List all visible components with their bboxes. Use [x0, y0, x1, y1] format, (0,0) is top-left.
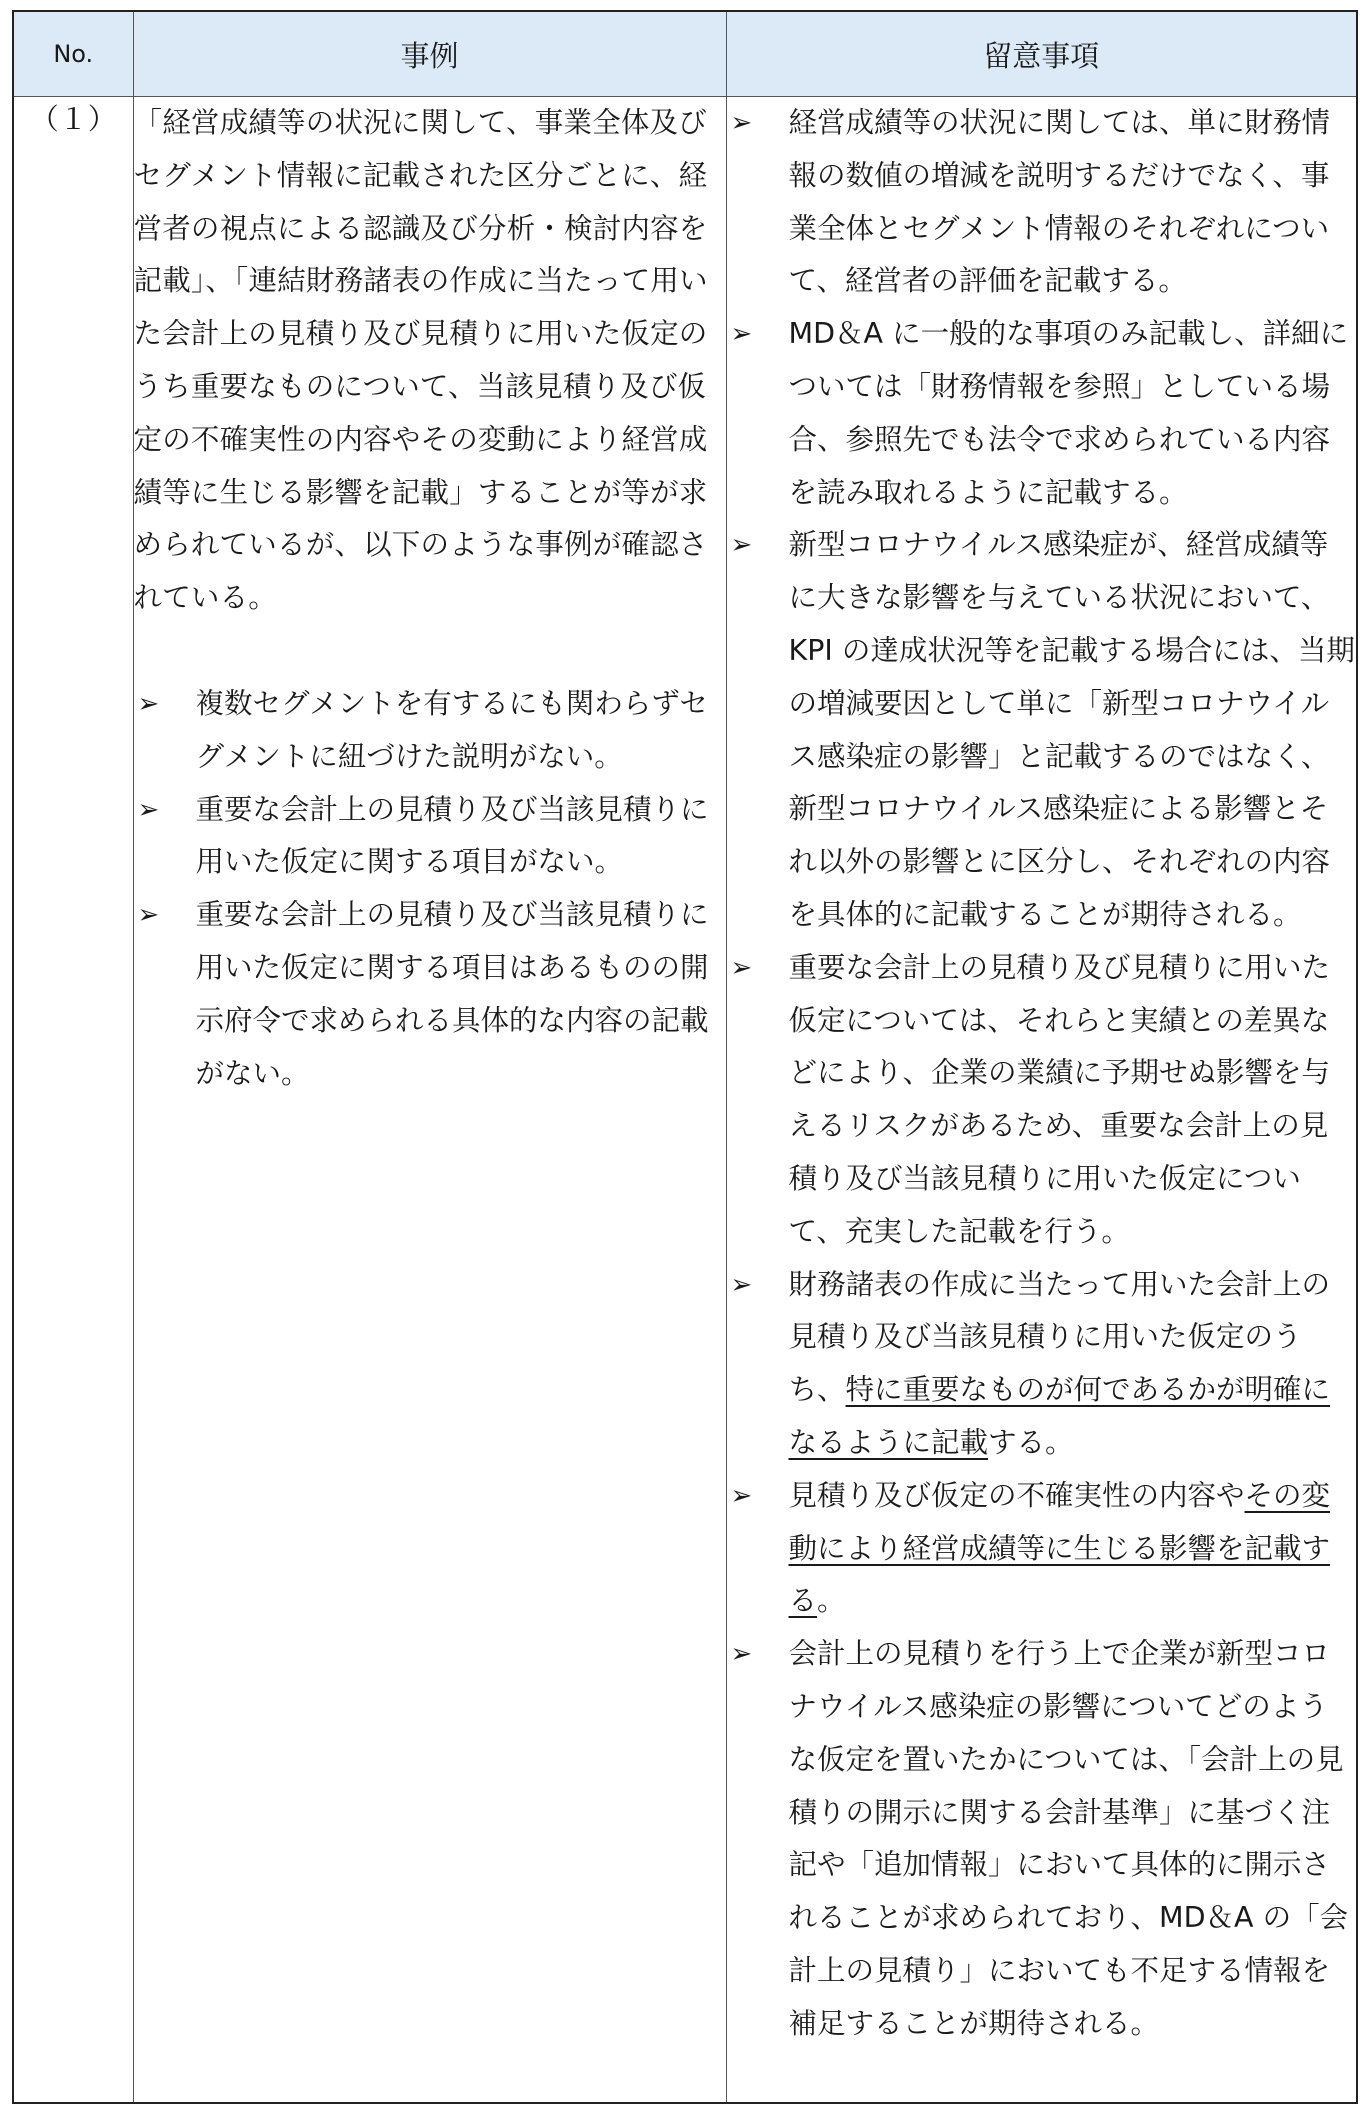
notes-list [727, 97, 1357, 2050]
notes-cell [726, 97, 1357, 2104]
case-item-text: 重要な会計上の見積り及び当該見積りに用いた仮定に関する項目がない。 [195, 792, 709, 879]
list-item [727, 308, 1357, 519]
case-cell [133, 97, 726, 2104]
case-item-text: 重要な会計上の見積り及び当該見積りに用いた仮定に関する項目はあるものの開示府令で求められる具体的な内容の記載がない。 [195, 898, 709, 1090]
header-notes: 留意事項 [726, 11, 1357, 97]
list-item [727, 1470, 1357, 1628]
list-item [727, 942, 1357, 1259]
header-case: 事例 [133, 11, 726, 97]
note-text-plain: 。 [817, 1584, 846, 1618]
list-item [727, 1259, 1357, 1470]
case-list [134, 678, 726, 1100]
list-item [727, 519, 1357, 941]
note-text [789, 1479, 1331, 1618]
list-item [727, 1628, 1357, 2050]
arrow-bullet-icon: ➢ [730, 952, 753, 983]
list-item [134, 889, 726, 1100]
header-no: No. [13, 11, 133, 97]
arrow-bullet-icon: ➢ [730, 1639, 753, 1670]
arrow-bullet-icon: ➢ [730, 319, 753, 350]
spacer [134, 625, 726, 678]
note-text: 重要な会計上の見積り及び見積りに用いた仮定については、それらと実績との差異などにより、企業の業績に予期せぬ影響を与えるリスクがあるため、重要な会計上の見積り及び当該見積りに用いた仮定について、充実した記載を行う。 [788, 950, 1331, 1248]
case-intro: 「経営成績等の状況に関して、事業全体及びセグメント情報に記載された区分ごとに、経営者の視点による認識及び分析・検討内容を記載」、「連結財務諸表の作成に当たって用いた会計上の見積り及び見積りに用いた仮定のうち重要なものについて、当該見積り及び仮定の不確実性の内容やその変動により経営成績等に生じる影響を記載」することが等が求められているが、以下のような事例が確認されている。 [133, 106, 708, 615]
note-text: 会計上の見積りを行う上で企業が新型コロナウイルス感染症の影響についてどのような仮定を置いたかについては、「会計上の見積りの開示に関する会計基準」に基づく注記や「追加情報」において具体的に開示されることが求められており、MD＆A の「会計上の見積り」においても不足する情報を補足することが期待される。 [788, 1637, 1349, 2040]
note-text-plain: 財務諸表の作成に当たって用いた会計上の見積り及び当該見積りに用いた仮定のうち、 [788, 1267, 1331, 1407]
list-item [134, 784, 726, 890]
arrow-bullet-icon: ➢ [730, 1269, 753, 1300]
table-row [13, 97, 1357, 2104]
note-text: MD＆A に一般的な事項のみ記載し、詳細については「財務情報を参照」としている場合、参照先でも法令で求められている内容を読み取れるように記載する。 [788, 317, 1349, 509]
note-text-underlined: 特に重要なものが何であるかが明確になるように記載 [788, 1373, 1331, 1459]
arrow-bullet-icon: ➢ [137, 688, 160, 719]
arrow-bullet-icon: ➢ [730, 530, 753, 561]
note-text: 経営成績等の状況に関しては、単に財務情報の数値の増減を説明するだけでなく、事業全体とセグメント情報のそれぞれについて、経営者の評価を記載する。 [788, 106, 1331, 298]
arrow-bullet-icon: ➢ [730, 108, 753, 138]
case-item-text: 複数セグメントを有するにも関わらずセグメントに紐づけた説明がない。 [195, 686, 708, 773]
guidance-table [12, 10, 1358, 2104]
arrow-bullet-icon: ➢ [730, 1480, 753, 1511]
note-text-plain: する。 [988, 1425, 1074, 1459]
arrow-bullet-icon: ➢ [137, 794, 160, 825]
note-text: 新型コロナウイルス感染症が、経営成績等に大きな影響を与えている状況において、KPI の達成状況等を記載する場合には、当期の増減要因として単に「新型コロナウイルス感染症の影響」と記載するのではなく、新型コロナウイルス感染症による影響とそれ以外の影響とに区分し、それぞれの内容を具体的に記載することが期待される。 [788, 528, 1355, 931]
row-number: （１） [13, 97, 133, 2104]
header-row [13, 11, 1357, 97]
list-item [134, 678, 726, 784]
list-item [727, 97, 1357, 308]
note-text-plain: 見積り及び仮定の不確実性の内容や [788, 1478, 1245, 1512]
note-text-underlined: その変動により経営成績等に生じる影響を記載する [788, 1478, 1331, 1618]
note-text [789, 1268, 1331, 1459]
arrow-bullet-icon: ➢ [137, 900, 160, 931]
